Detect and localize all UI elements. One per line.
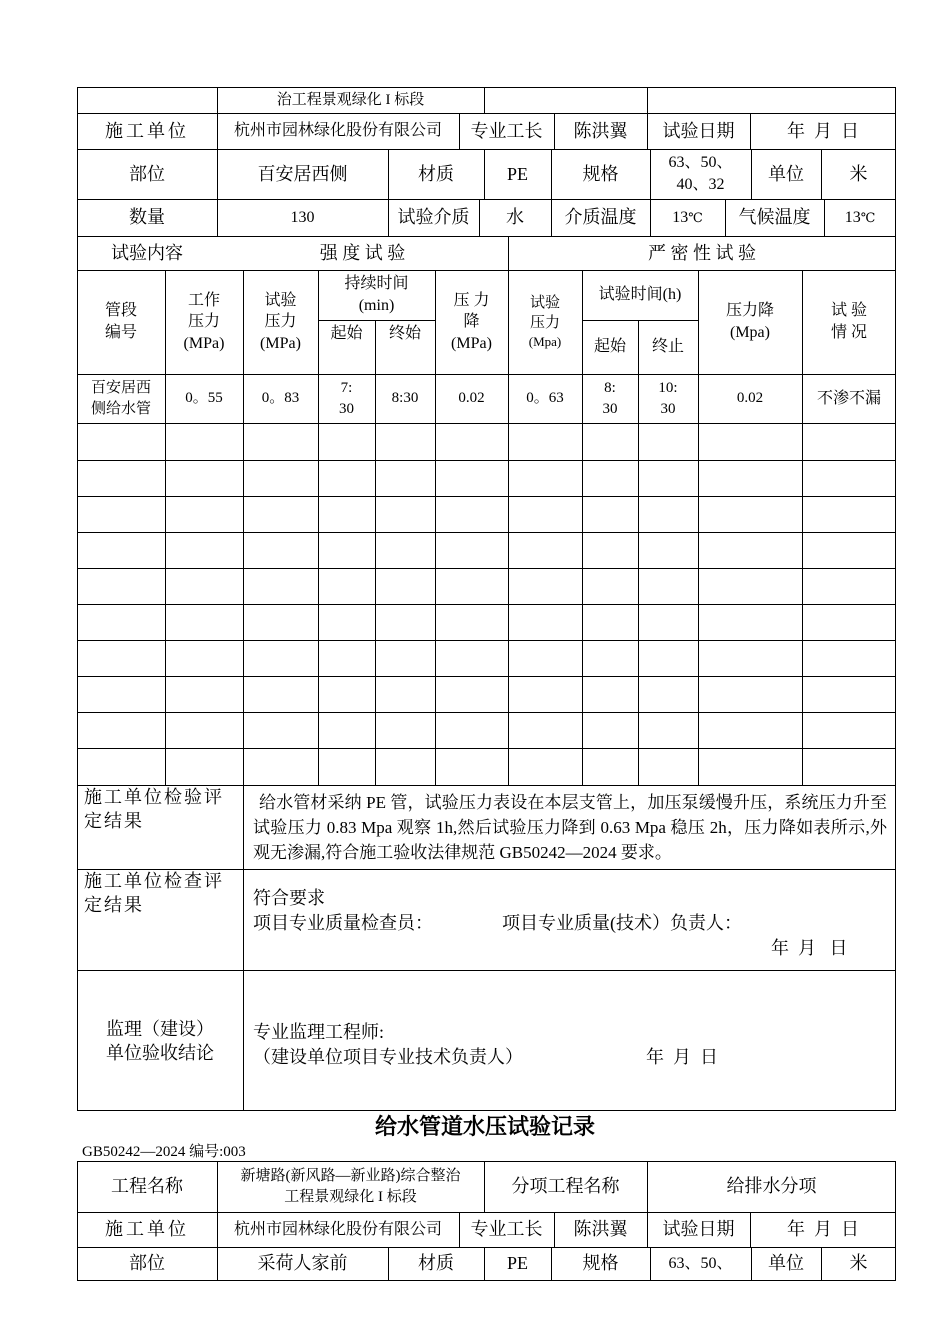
record2-title: 给水管道水压试验记录 (374, 1114, 595, 1139)
header-text: (MPa) (451, 334, 492, 352)
unit-value: 米 (849, 163, 868, 184)
grid-line (77, 640, 896, 641)
foreman-value: 陈洪翼 (573, 120, 628, 141)
climate-temp-label: 气候温度 (738, 207, 811, 228)
result-cell: 不渗不漏 (816, 389, 881, 407)
location-label: 部位 (129, 163, 165, 184)
header-text: (MPa) (183, 334, 225, 352)
header-text: (Mpa) (730, 324, 770, 341)
grid-line (77, 1280, 896, 1281)
header-text: 试验 (264, 291, 297, 309)
medium-value: 水 (506, 207, 524, 228)
grid-line (77, 496, 896, 497)
cell-text: 30 (660, 400, 676, 417)
unit-value: 米 (849, 1253, 868, 1274)
grid-line (77, 568, 896, 569)
foreman-value: 陈洪翼 (573, 1219, 628, 1240)
spec-value: 63、50、 (668, 1254, 733, 1272)
grid-line (77, 676, 896, 677)
grid-line (77, 532, 896, 533)
medium-temp-label: 介质温度 (564, 207, 637, 228)
header-work-pressure (165, 270, 243, 374)
header-text: 压 力 (453, 291, 490, 309)
test-pressure-cell: 0。83 (261, 390, 300, 407)
inspect-eval-label (84, 785, 240, 869)
material-label: 材质 (418, 163, 454, 184)
header-result (802, 270, 896, 374)
temp-unit: ℃ (860, 209, 876, 225)
header-test-pressure-2 (508, 270, 582, 374)
label-line: 施工单位检查评 (84, 871, 224, 891)
project-name-line: 新塘路(新风路—新业路)综合整治 (240, 1168, 461, 1185)
construction-unit-value: 杭州市园林绿化股份有限公司 (233, 1220, 442, 1238)
header-text: 压力 (264, 313, 297, 331)
header-text: 试验 (529, 294, 560, 311)
header-text: (MPa) (260, 334, 301, 352)
cell-text: 8: (604, 380, 616, 397)
header-text: (Mpa) (528, 334, 562, 350)
label-line: 施工单位检验评 (84, 787, 224, 807)
project-name-tail: 治工程景观绿化 I 标段 (276, 91, 425, 108)
header-text: 试 验 (830, 302, 867, 320)
sub-project-value: 给排水分项 (726, 1176, 817, 1197)
construction-unit-label: 施工单位 (105, 120, 189, 141)
header-text: (min) (358, 297, 395, 314)
owner-rep-label: （建设单位项目专业技术负责人） (253, 1047, 523, 1067)
cell-text: 侧给水管 (90, 400, 151, 417)
temp-number: 13 (672, 208, 689, 226)
header-text: 工作 (187, 291, 220, 309)
cell-text: 7: (340, 380, 353, 397)
spec-label: 规格 (582, 163, 619, 184)
spec-value-line: 63、50、 (668, 154, 733, 172)
header-end-2: 终止 (651, 338, 684, 356)
grid-line (77, 604, 896, 605)
cell-text: 30 (339, 400, 354, 417)
strength-test-header: 强 度 试 验 (319, 242, 406, 263)
header-text: 编号 (104, 324, 137, 341)
foreman-label: 专业工长 (470, 120, 543, 141)
test-date-label: 试验日期 (662, 120, 735, 141)
start-time-2-cell (582, 374, 638, 423)
quality-tech-lead-label: 项目专业质量(技术）负责人： (502, 913, 742, 933)
test-date-value: 年 月 日 (787, 1219, 859, 1240)
quantity-value: 130 (290, 208, 315, 226)
material-value: PE (506, 163, 528, 184)
header-test-time: 试验时间(h) (598, 286, 682, 304)
test-content-label: 试验内容 (111, 242, 183, 263)
header-start-2: 起始 (593, 338, 626, 356)
label-line: 监理（建设） (106, 1018, 214, 1039)
label-line: 定结果 (84, 895, 144, 916)
temp-number: 13 (844, 208, 861, 226)
grid-line (77, 460, 896, 461)
header-start: 起始 (330, 325, 363, 343)
test-date-label: 试验日期 (662, 1219, 735, 1240)
header-pipe-segment (77, 270, 165, 374)
header-text: 压力 (529, 315, 560, 332)
material-value: PE (506, 1253, 528, 1274)
header-text: 压力 (187, 313, 220, 331)
tightness-test-header: 严 密 性 试 验 (648, 242, 756, 263)
unit-label: 单位 (768, 163, 804, 184)
grid-line (77, 712, 896, 713)
test-date-value: 年 月 日 (787, 120, 859, 141)
work-pressure-cell: 0。55 (185, 390, 223, 407)
grid-line (484, 87, 485, 113)
header-pressure-drop-2 (698, 270, 802, 374)
label-line: 定结果 (84, 811, 144, 832)
project-name-line: 工程景观绿化 I 标段 (284, 1188, 417, 1205)
unit-label: 单位 (768, 1253, 804, 1274)
grid-line (243, 785, 244, 1111)
material-label: 材质 (418, 1253, 454, 1274)
construction-unit-value: 杭州市园林绿化股份有限公司 (233, 122, 442, 140)
sub-project-label: 分项工程名称 (511, 1176, 620, 1197)
location-value: 百安居西侧 (257, 163, 348, 184)
spec-value-line: 40、32 (676, 176, 725, 193)
quantity-label: 数量 (129, 207, 165, 228)
header-duration (318, 270, 435, 320)
supervision-engineer-label: 专业监理工程师: (253, 1022, 385, 1042)
header-test-pressure (243, 270, 318, 374)
header-text: 情 况 (830, 324, 867, 341)
check-eval-conclusion: 符合要求 (253, 888, 325, 908)
spec-value (650, 149, 751, 199)
grid-line (77, 748, 896, 749)
header-end-start: 终始 (388, 325, 421, 343)
cell-text: 百安居西 (90, 380, 151, 397)
check-eval-date: 年 月 日 (771, 938, 848, 958)
cell-text: 10: (658, 380, 678, 397)
medium-label: 试验介质 (397, 207, 470, 228)
temp-unit: ℃ (688, 209, 703, 225)
header-pressure-drop (435, 270, 508, 374)
inspect-eval-text: 给水管材采纳 PE 管，试验压力表设在本层支管上，加压泵缓慢升压，系统压力升至试验压力 0.83 Mpa 观察 1h,然后试验压力降到 0.63 Mpa 稳压 2h，压力降如表所示,外观无渗漏,符合施工验收法律规范 GB50242—2024 要求。 (253, 793, 887, 862)
location-value: 采荷人家前 (257, 1253, 348, 1274)
check-eval-label (84, 869, 240, 970)
header-text: 持续时间 (344, 275, 409, 293)
header-text: 压力降 (725, 302, 774, 320)
construction-unit-label: 施工单位 (105, 1219, 189, 1240)
end-time-cell: 8:30 (391, 390, 419, 407)
grid-line (77, 970, 896, 971)
project-name-value (217, 1161, 484, 1212)
end-time-2-cell (638, 374, 698, 423)
label-line: 单位验收结论 (106, 1043, 214, 1063)
climate-temp-value (824, 199, 896, 236)
supervision-label (77, 1015, 243, 1067)
pressure-drop-cell: 0.02 (458, 390, 485, 407)
quality-inspector-label: 项目专业质量检查员： (253, 913, 433, 933)
project-name-label: 工程名称 (111, 1176, 183, 1197)
location-label: 部位 (129, 1253, 165, 1274)
record2-code: GB50242—2024 编号:003 (82, 1144, 246, 1160)
header-text: 管段 (104, 302, 137, 320)
pipe-segment-cell (77, 374, 165, 423)
foreman-label: 专业工长 (470, 1219, 543, 1240)
test-pressure-2-cell: 0。63 (526, 390, 564, 407)
medium-temp-value (650, 199, 725, 236)
pressure-drop-2-cell: 0.02 (736, 390, 764, 407)
grid-line (77, 423, 896, 424)
start-time-cell (318, 374, 375, 423)
header-text: 降 (463, 313, 480, 331)
cell-text: 30 (602, 400, 618, 417)
spec-label: 规格 (582, 1253, 619, 1274)
supervision-date: 年 月 日 (646, 1047, 718, 1067)
